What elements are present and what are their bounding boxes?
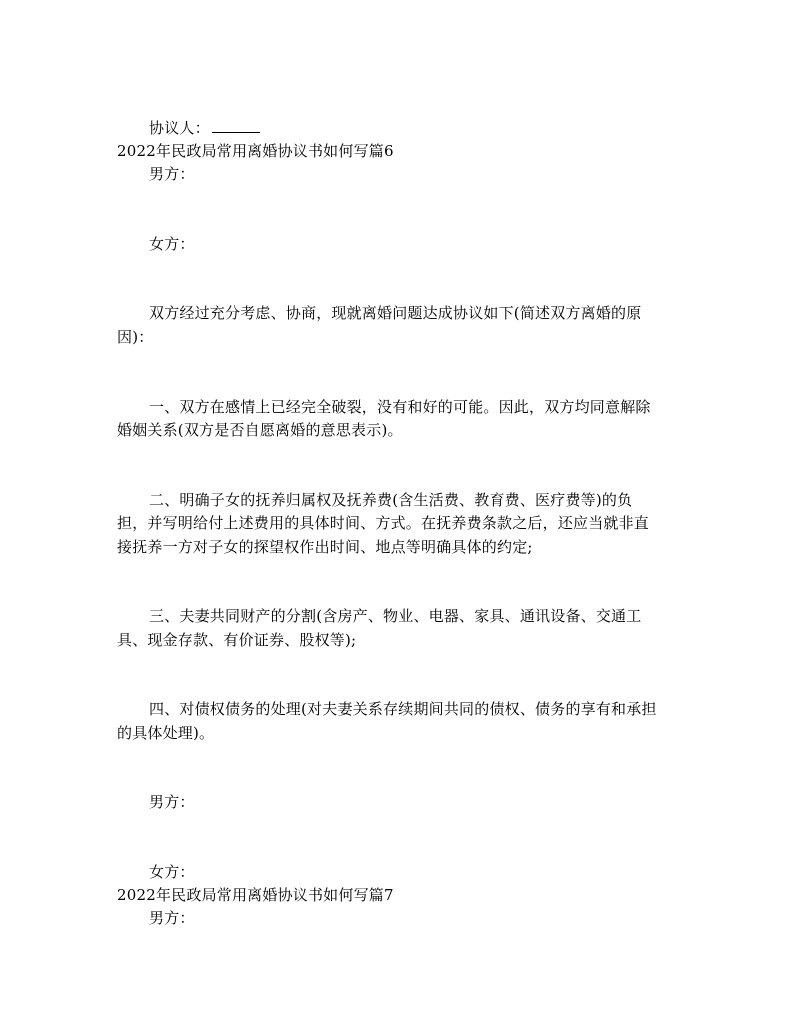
clause-2-line-2: 担，并写明给付上述费用的具体时间、方式。在抚养费条款之后，还应当就非直 <box>117 514 650 532</box>
intro-paragraph-line-1: 双方经过充分考虑、协商，现就离婚问题达成协议如下(简述双方离婚的原 <box>149 304 642 322</box>
clause-3-line-1: 三、夫妻共同财产的分割(含房产、物业、电器、家具、通讯设备、交通工 <box>149 607 642 625</box>
signature-blank <box>212 118 260 133</box>
man-label-2: 男方： <box>149 793 195 811</box>
clause-1-line-1: 一、双方在感情上已经完全破裂，没有和好的可能。因此，双方均同意解除 <box>149 398 651 416</box>
clause-4-line-1: 四、对债权债务的处理(对夫妻关系存续期间共同的债权、债务的享有和承担 <box>149 700 657 718</box>
clause-4-line-2: 的具体处理)。 <box>117 724 215 742</box>
clause-1-line-2: 婚姻关系(双方是否自愿离婚的意思表示)。 <box>117 421 403 439</box>
clause-3-line-2: 具、现金存款、有价证券、股权等); <box>117 631 357 649</box>
agreement-person-label: 协议人： <box>149 119 210 137</box>
section-heading-7: 2022年民政局常用离婚协议书如何写篇7 <box>117 886 394 904</box>
man-label-3: 男方： <box>149 909 195 927</box>
man-label-1: 男方： <box>149 165 195 183</box>
agreement-person-line <box>117 117 260 139</box>
section-heading-6: 2022年民政局常用离婚协议书如何写篇6 <box>117 142 394 160</box>
woman-label-2: 女方： <box>149 863 195 881</box>
intro-paragraph-line-2: 因)： <box>117 328 154 346</box>
clause-2-line-1: 二、明确子女的抚养归属权及抚养费(含生活费、教育费、医疗费等)的负 <box>149 491 633 509</box>
clause-2-line-3: 接抚养一方对子女的探望权作出时间、地点等明确具体的约定; <box>117 538 533 556</box>
woman-label-1: 女方： <box>149 235 195 253</box>
